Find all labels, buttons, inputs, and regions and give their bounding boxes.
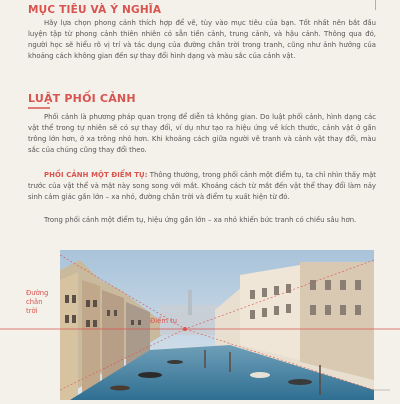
perspective-paragraph: Phối cảnh là phương pháp quan trọng để diễn tả không gian. Do luật phối cảnh, hình dạng các vật thể trong tự nhiên sẽ có sự thay đổi, ví dụ như tạo ra hiệu ứng về kích thước, cảnh vật ở gần trông lớn hơn, ở xa trông nhỏ hơn. Khi khoảng cách giữa người vẽ tranh và cảnh vật thay đổi, màu sắc của chúng cũng thay đổi theo. [28, 113, 376, 155]
title-underline [28, 107, 50, 109]
corner-crop-mark [375, 0, 388, 10]
one-point-lead: PHỐI CẢNH MỘT ĐIỂM TỤ: [44, 171, 148, 179]
painting-svg [0, 250, 400, 400]
depth-paragraph: Trong phối cảnh một điểm tụ, hiệu ứng gần lớn – xa nhỏ khiến bức tranh có chiều sâu hơn. [44, 216, 357, 224]
section-title-goals: MỤC TIÊU VÀ Ý NGHĨA [28, 4, 162, 16]
goals-paragraph: Hãy lựa chọn phong cảnh thích hợp để vẽ, tùy vào mục tiêu của bạn. Tốt nhất nên bắt đầu luyện tập từ phong cảnh thiên nhiên có sẵn tiền cảnh, trung cảnh, và hậu cảnh. Thông qua đó, người học sẽ hiểu rõ vị trí và tác dụng của đường chân trời trong tranh, cũng như ảnh hưởng của khoảng cách không gian đến sự thay đổi hình dạng và màu sắc của cảnh vật. [28, 19, 376, 61]
vanishing-point-label: Điểm tụ [150, 317, 178, 325]
one-point-text: Thông thường, trong phối cảnh một điểm tụ, ta chỉ nhìn thấy mặt trước của vật thể và mặt này song song với mắt. Khoảng cách từ mắt đến vật thể thay đổi làm nảy sinh cảm giác gần lớn – xa nhỏ, đường chân trời và điểm tụ xuất hiện từ đó. [28, 171, 376, 202]
venice-canal-painting [0, 250, 400, 400]
vanishing-point-marker [183, 327, 187, 331]
left-building-front [60, 272, 78, 400]
distant-tower [188, 290, 192, 315]
section-title-perspective: LUẬT PHỐI CẢNH [28, 92, 136, 105]
horizon-label: Đường chân trời [26, 289, 49, 315]
left-building-2 [82, 280, 100, 400]
one-point-paragraph [28, 170, 376, 203]
right-building-corner [300, 262, 374, 380]
